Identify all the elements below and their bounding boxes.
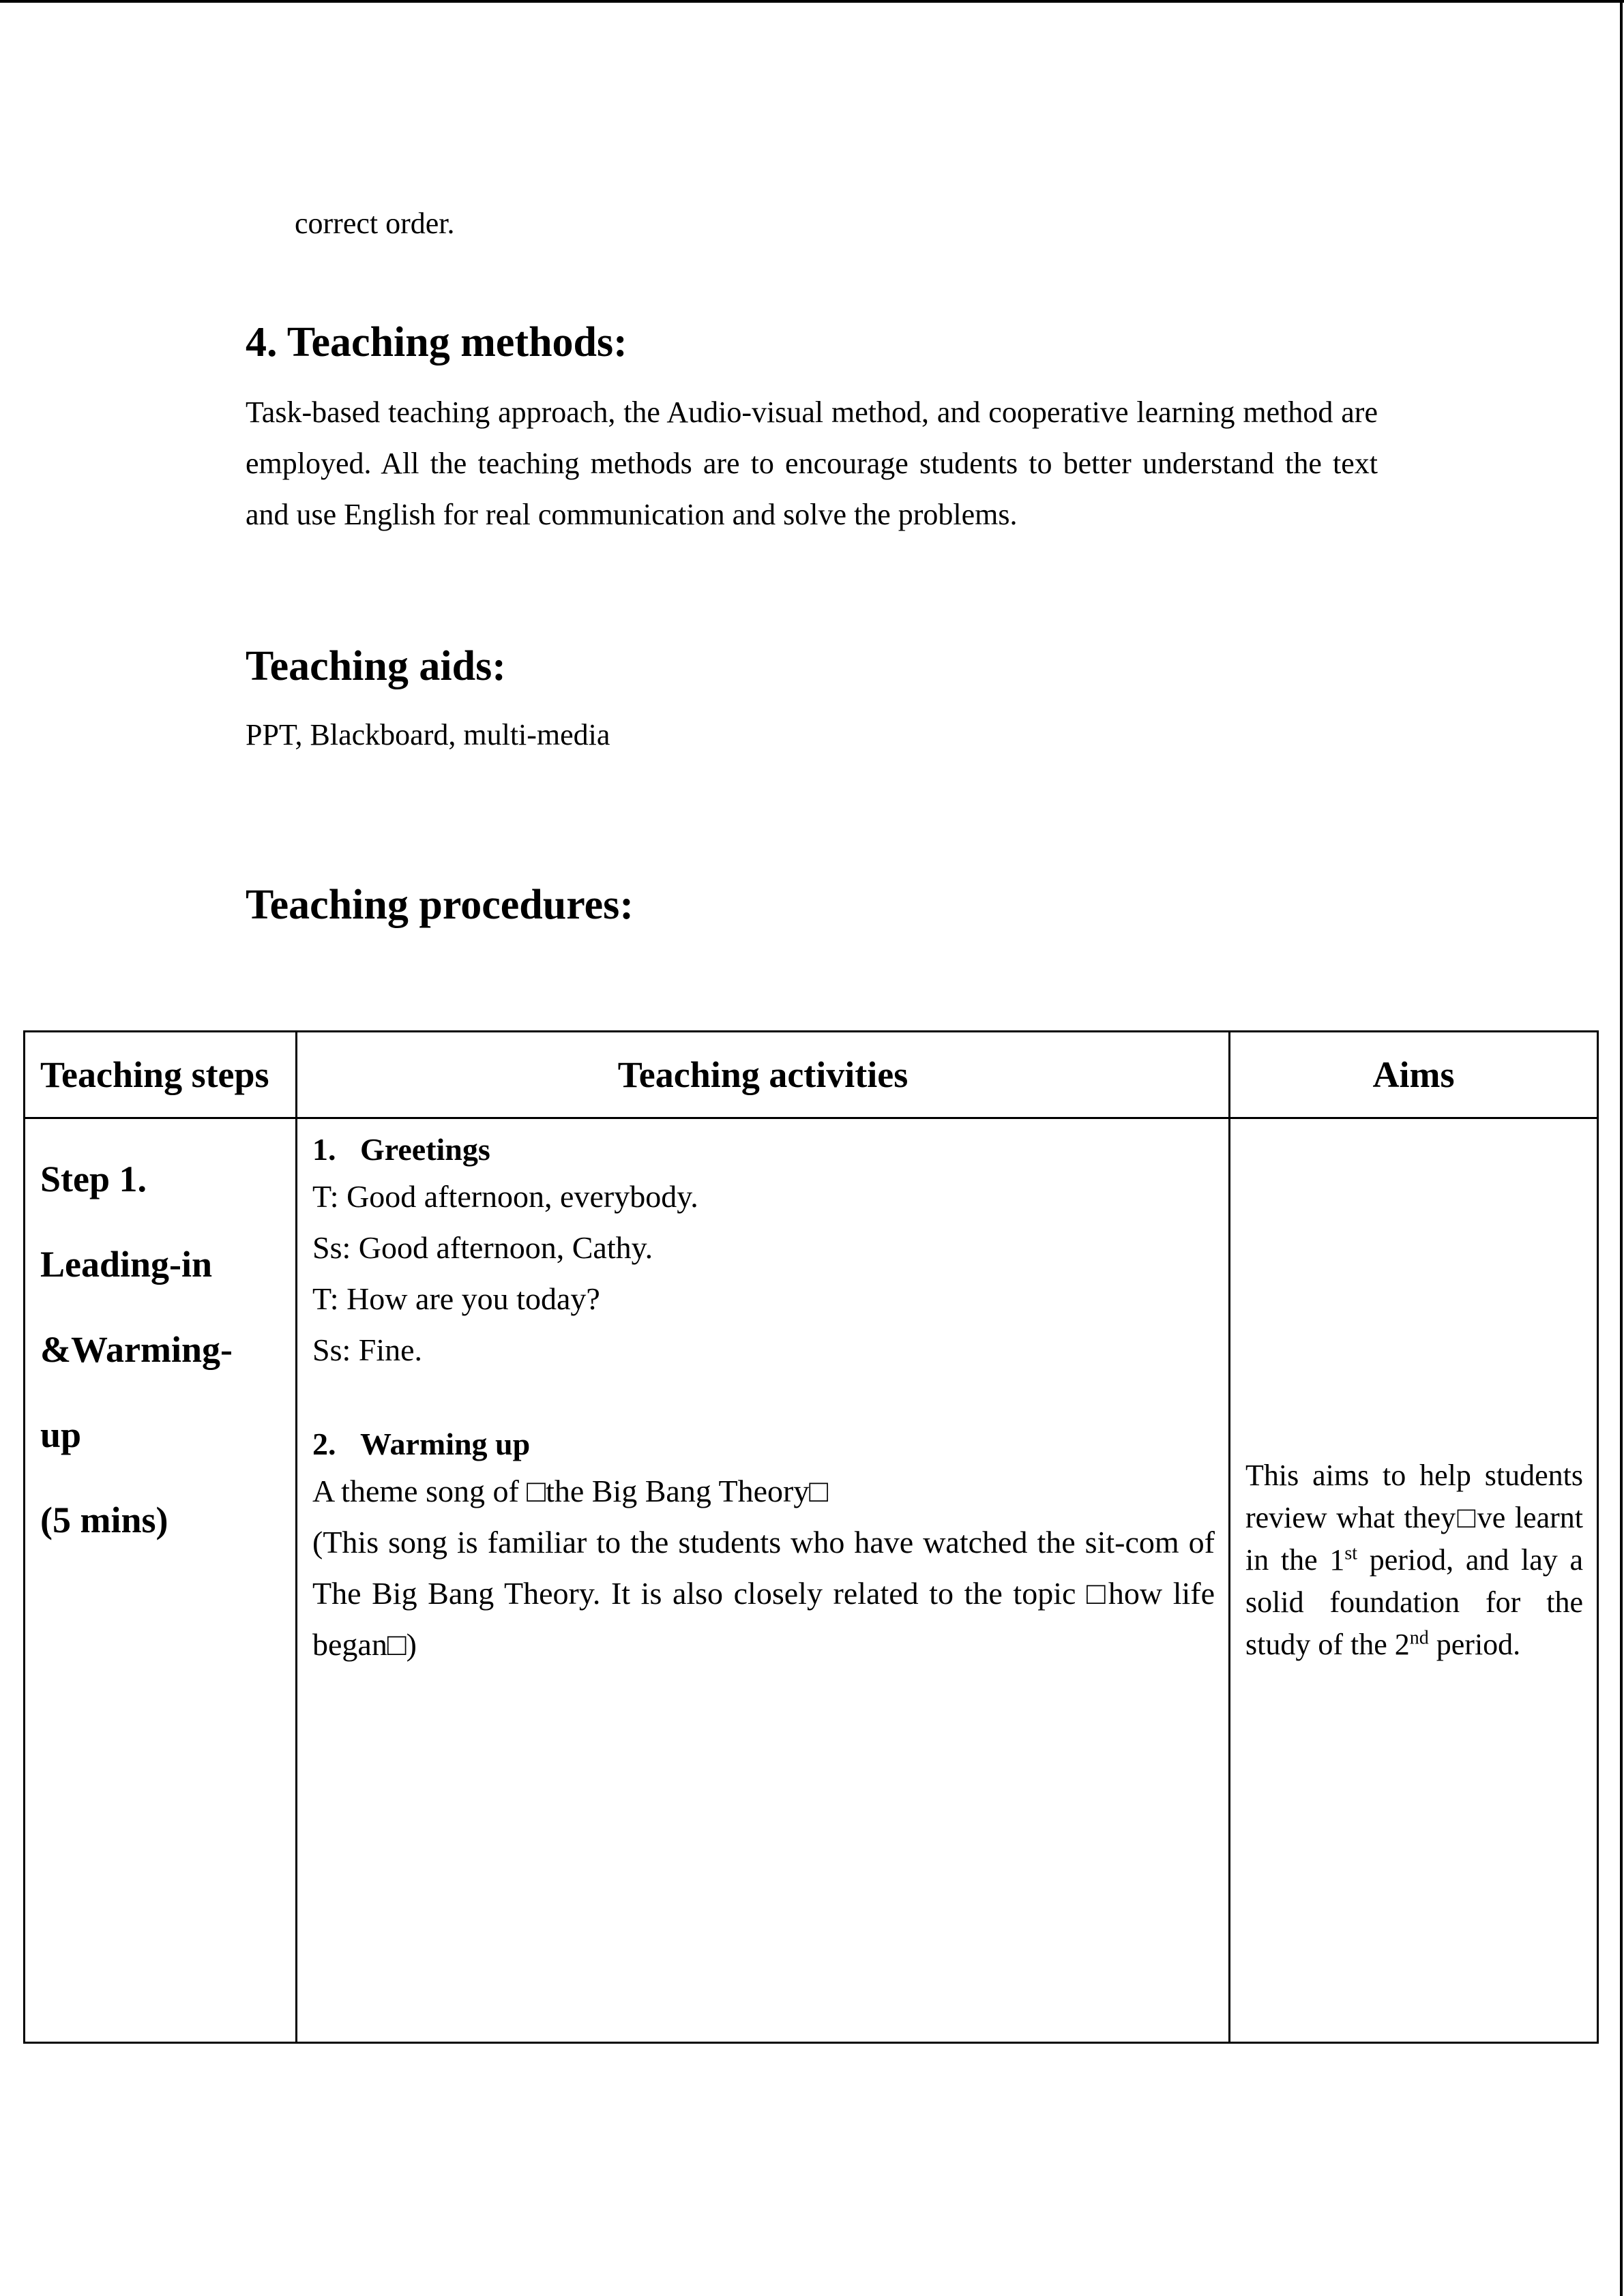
procedures-table bbox=[23, 1030, 1599, 2044]
step-title: Step 1. bbox=[40, 1159, 147, 1199]
teaching-methods-heading: 4. Teaching methods: bbox=[246, 319, 628, 366]
aims-text-part-3: period. bbox=[1428, 1627, 1521, 1661]
teaching-aids-text: PPT, Blackboard, multi-media bbox=[246, 718, 610, 751]
teaching-methods-text: Task-based teaching approach, the Audio-visual method, and cooperative learning method are employed. All the teaching methods are to encourage students to better understand the text and use English for real communication and solve the problems. bbox=[246, 396, 1378, 531]
teaching-aids-heading: Teaching aids: bbox=[246, 643, 506, 689]
table-header-row bbox=[25, 1032, 1598, 1118]
aims-text-part-1: This aims to help students review what they□ve learnt in the 1 bbox=[1245, 1458, 1583, 1577]
header-teaching-activities: Teaching activities bbox=[297, 1032, 1230, 1118]
dialogue-line: Ss: Fine. bbox=[312, 1332, 423, 1367]
warming-up-number: 2. bbox=[312, 1427, 336, 1461]
step-cell bbox=[25, 1118, 297, 2043]
aims-text bbox=[1245, 1455, 1583, 1666]
theme-song-line: A theme song of □the Big Bang Theory□ bbox=[312, 1474, 829, 1508]
aims-sup-2: nd bbox=[1409, 1626, 1429, 1648]
page-top-border bbox=[0, 0, 1624, 3]
greetings-title: Greetings bbox=[360, 1132, 490, 1167]
table-row bbox=[25, 1118, 1598, 2043]
greetings-number: 1. bbox=[312, 1132, 336, 1167]
step-name-line-3: up bbox=[40, 1414, 82, 1455]
dialogue-line: Ss: Good afternoon, Cathy. bbox=[312, 1230, 653, 1265]
dialogue-line: T: How are you today? bbox=[312, 1281, 600, 1316]
step-name-line-2: &Warming- bbox=[40, 1329, 233, 1370]
continuation-line: correct order. bbox=[295, 207, 455, 240]
aims-text-part-2: period, and lay a solid foundation for the study of the 2 bbox=[1245, 1542, 1584, 1661]
page-right-border bbox=[1620, 0, 1623, 2296]
aims-cell bbox=[1230, 1118, 1598, 2043]
warming-up-heading bbox=[312, 1423, 1215, 1465]
aims-sup-1: st bbox=[1344, 1542, 1358, 1564]
warming-up-title: Warming up bbox=[360, 1427, 531, 1461]
step-duration: (5 mins) bbox=[40, 1500, 168, 1540]
teaching-procedures-heading: Teaching procedures: bbox=[246, 882, 634, 928]
header-aims: Aims bbox=[1230, 1032, 1598, 1118]
dialogue-line: T: Good afternoon, everybody. bbox=[312, 1179, 698, 1214]
warming-up-note: (This song is familiar to the students who have watched the sit-com of The Big Bang Theory. It is also closely related to the topic □how life began□) bbox=[312, 1525, 1215, 1662]
activities-cell bbox=[297, 1118, 1230, 2043]
greetings-heading bbox=[312, 1129, 1215, 1171]
header-teaching-steps: Teaching steps bbox=[25, 1032, 297, 1118]
step-name-line-1: Leading-in bbox=[40, 1244, 213, 1285]
